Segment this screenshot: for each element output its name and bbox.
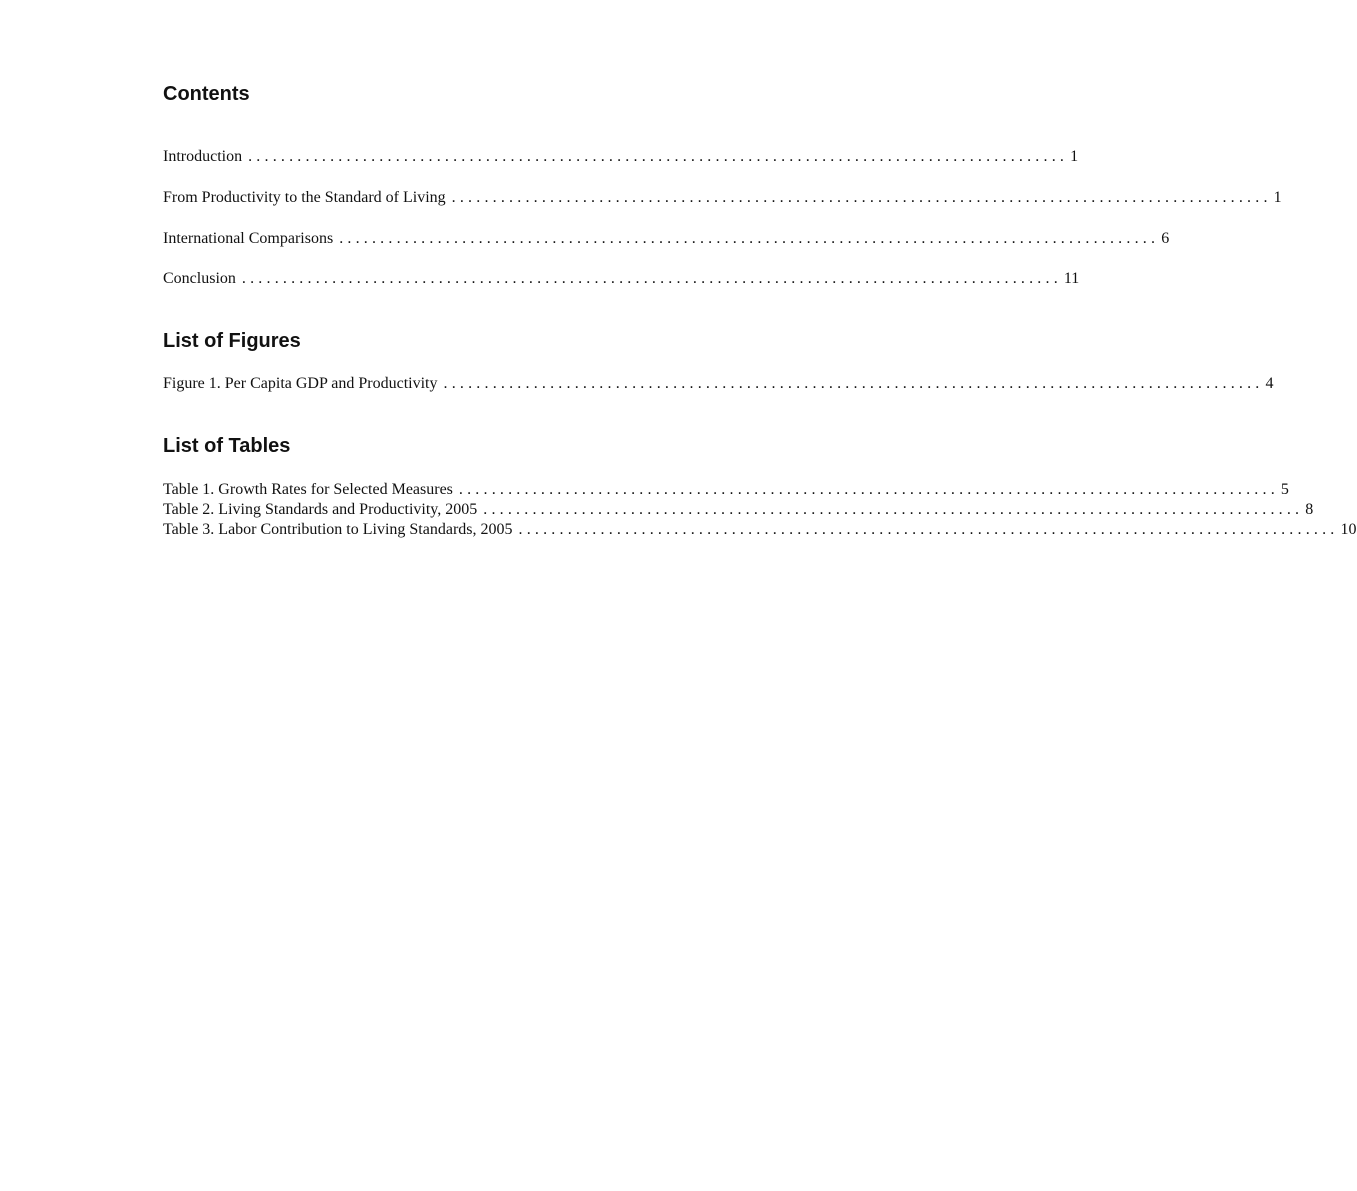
toc-entry-label: Table 1. Growth Rates for Selected Measures: [163, 481, 453, 498]
toc-entry-table-2[interactable]: [163, 500, 1314, 520]
toc-entry-introduction[interactable]: [163, 147, 1079, 167]
dot-leader: ....................................................................................................: [241, 270, 1062, 287]
toc-entry-label: Introduction: [163, 148, 243, 165]
toc-entry-page: 5: [1280, 481, 1289, 498]
toc-entry-label: Conclusion: [163, 270, 236, 287]
toc-entry-conclusion[interactable]: [163, 269, 1080, 289]
tables-heading: List of Tables: [163, 435, 291, 457]
toc-entry-label: International Comparisons: [163, 230, 334, 247]
toc-entry-figure-1[interactable]: [163, 374, 1274, 394]
toc-entry-label: Figure 1. Per Capita GDP and Productivity: [163, 375, 438, 392]
dot-leader: ....................................................................................................: [443, 375, 1264, 392]
toc-entry-page: 6: [1161, 230, 1170, 247]
contents-heading: Contents: [163, 83, 250, 105]
toc-entry-table-3[interactable]: [163, 520, 1357, 540]
toc-entry-international[interactable]: [163, 229, 1170, 249]
dot-leader: ....................................................................................................: [458, 481, 1279, 498]
toc-entry-page: 1: [1273, 189, 1282, 206]
toc-entry-page: 1: [1070, 148, 1079, 165]
dot-leader: ....................................................................................................: [451, 189, 1272, 206]
toc-entry-page: 8: [1305, 501, 1314, 518]
toc-entry-table-1[interactable]: [163, 480, 1289, 500]
dot-leader: ....................................................................................................: [483, 501, 1304, 518]
toc-entry-page: 4: [1265, 375, 1274, 392]
figures-heading: List of Figures: [163, 330, 301, 352]
dot-leader: ....................................................................................................: [339, 230, 1160, 247]
toc-entry-label: Table 2. Living Standards and Productivity, 2005: [163, 501, 478, 518]
toc-entry-productivity[interactable]: [163, 188, 1282, 208]
toc-entry-label: From Productivity to the Standard of Living: [163, 189, 446, 206]
toc-entry-label: Table 3. Labor Contribution to Living Standards, 2005: [163, 521, 513, 538]
toc-entry-page: 10: [1340, 521, 1357, 538]
toc-entry-page: 11: [1063, 270, 1080, 287]
dot-leader: ....................................................................................................: [248, 148, 1069, 165]
dot-leader: ....................................................................................................: [518, 521, 1339, 538]
